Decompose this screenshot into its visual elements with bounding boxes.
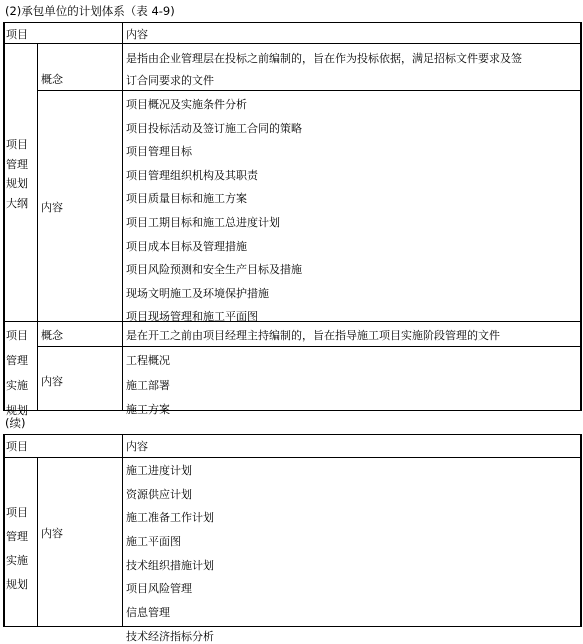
table-border-right — [580, 22, 582, 411]
list-item: 项目管理目标 — [126, 145, 192, 159]
row-divider — [37, 90, 581, 91]
section-name-implementation — [6, 504, 28, 592]
list-item: 项目概况及实施条件分析 — [126, 98, 247, 111]
section-name-char: 实施 — [6, 379, 28, 392]
concept-line: 是指由企业管理层在投标之前编制的，旨在作为投标依据，满足招标文件要求及签 — [126, 52, 522, 65]
list-item: 项目现场管理和施工平面图 — [126, 310, 258, 324]
concept-text: 是在开工之前由项目经理主持编制的，旨在指导施工项目实施阶段管理的文件 — [126, 329, 500, 342]
section-name-char: 规划 — [6, 177, 28, 190]
content-list — [126, 96, 302, 324]
table-border-top — [3, 22, 581, 23]
column-divider — [122, 434, 123, 626]
list-item: 信息管理 — [126, 606, 170, 620]
section-name-char: 项目 — [6, 329, 28, 342]
section-name-char: 规划 — [6, 404, 28, 417]
section-name-char: 规划 — [6, 578, 28, 591]
section-name-char: 项目 — [6, 506, 28, 519]
list-item: 技术经济指标分析 — [126, 629, 214, 643]
header-content: 内容 — [126, 440, 148, 453]
section-name-char: 管理 — [6, 354, 28, 367]
list-item: 施工进度计划 — [126, 464, 192, 477]
section-name-char: 管理 — [6, 157, 28, 171]
table-border-top — [3, 434, 581, 435]
list-item: 施工准备工作计划 — [126, 511, 214, 525]
section-name-char: 大纲 — [6, 196, 28, 210]
table-caption: (2)承包单位的计划体系（表 4-9) — [5, 4, 175, 18]
list-item: 项目管理组织机构及其职责 — [126, 168, 258, 182]
list-item: 施工平面图 — [126, 535, 181, 549]
table-border-right — [580, 434, 582, 627]
concept-text — [126, 50, 522, 88]
content-list — [126, 352, 170, 417]
list-item: 资源供应计划 — [126, 487, 192, 501]
column-divider — [37, 43, 38, 410]
list-item: 项目质量目标和施工方案 — [126, 192, 247, 206]
list-item: 项目风险预测和安全生产目标及措施 — [126, 263, 302, 277]
section-name-char: 管理 — [6, 530, 28, 543]
header-project: 项目 — [6, 28, 28, 41]
section-name-char: 实施 — [6, 554, 28, 567]
list-item: 项目风险管理 — [126, 582, 192, 596]
list-item: 项目工期目标和施工总进度计划 — [126, 215, 280, 229]
section-name-outline — [6, 136, 28, 211]
header-divider — [3, 457, 581, 458]
table-border-left — [3, 434, 5, 627]
list-item: 项目投标活动及签订施工合同的策略 — [126, 121, 302, 135]
list-item: 项目成本目标及管理措施 — [126, 239, 247, 253]
table-border-bottom — [3, 410, 581, 411]
section-name-char: 项目 — [6, 138, 28, 151]
column-divider — [122, 22, 123, 410]
content-list — [126, 462, 214, 644]
list-item: 技术组织措施计划 — [126, 558, 214, 572]
header-project: 项目 — [6, 440, 28, 453]
header-content: 内容 — [126, 28, 148, 41]
content-label: 内容 — [41, 527, 63, 540]
list-item: 施工方案 — [126, 403, 170, 416]
concept-line: 订合同要求的文件 — [126, 73, 214, 87]
list-item: 现场文明施工及环境保护措施 — [126, 286, 269, 300]
list-item: 施工部署 — [126, 378, 170, 392]
concept-label: 概念 — [41, 73, 63, 86]
continued-caption: (续) — [5, 416, 26, 430]
concept-label: 概念 — [41, 329, 63, 342]
table-border-bottom — [3, 626, 581, 627]
row-divider — [37, 346, 581, 347]
column-divider — [37, 457, 38, 626]
header-divider — [3, 43, 581, 44]
content-label: 内容 — [41, 375, 63, 388]
table-border-left — [3, 22, 5, 411]
list-item: 工程概况 — [126, 354, 170, 367]
section-name-implementation — [6, 327, 28, 418]
content-label: 内容 — [41, 201, 63, 214]
